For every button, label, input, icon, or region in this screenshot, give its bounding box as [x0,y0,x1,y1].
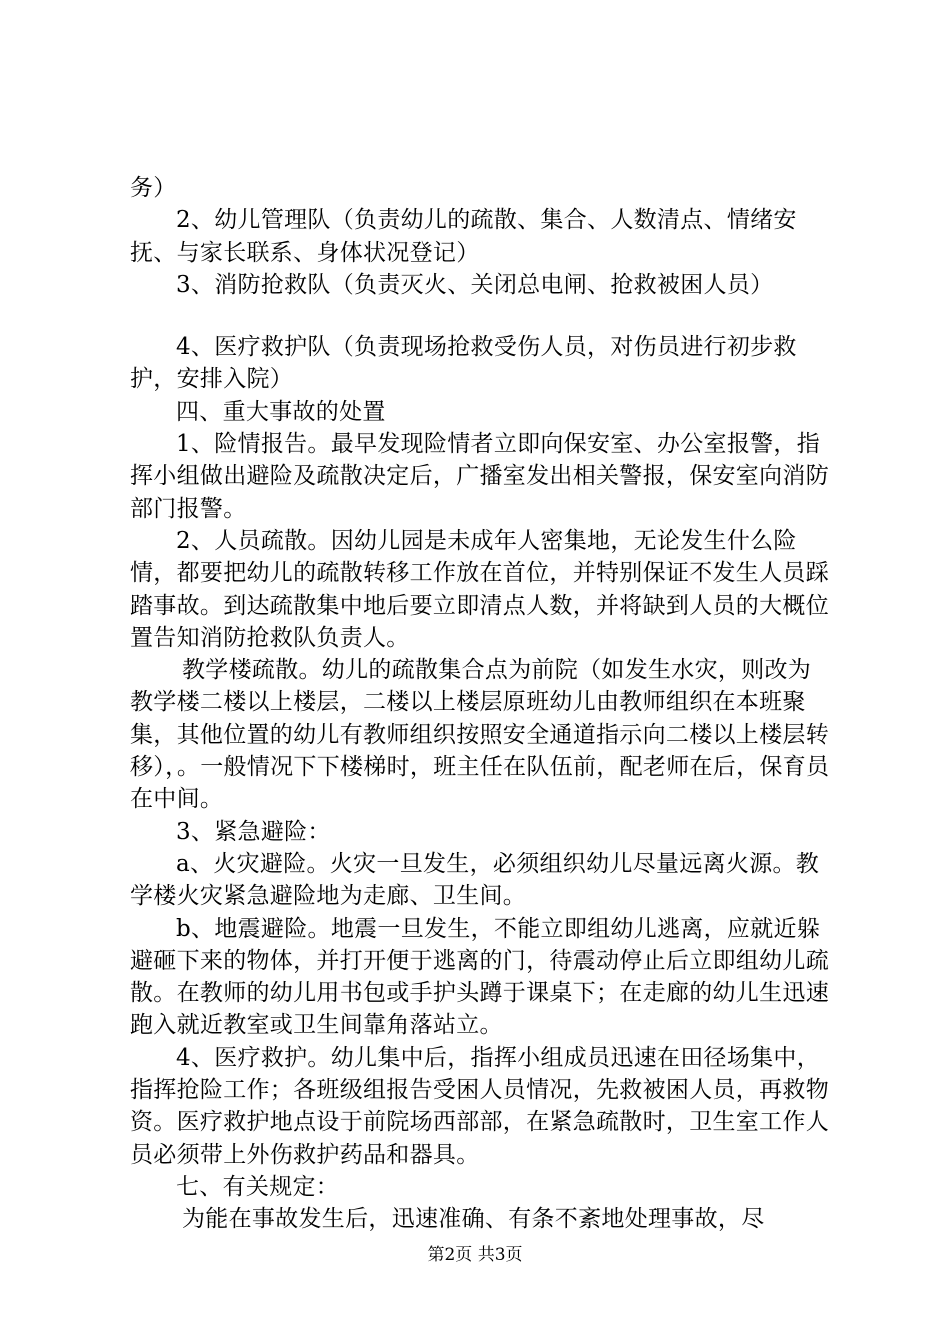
paragraph: 2、人员疏散。因幼儿园是未成年人密集地，无论发生什么险情，都要把幼儿的疏散转移工作放在首位，并特别保证不发生人员踩踏事故。到达疏散集中地后要立即清点人数，并将缺到人员的大概位置告知消防抢救队负责人。 [130,527,829,651]
paragraph: 教学楼疏散。幼儿的疏散集合点为前院（如发生水灾，则改为教学楼二楼以上楼层，二楼以上楼层原班幼儿由教师组织在本班聚集，其他位置的幼儿有教师组织按照安全通道指示向二楼以上楼层转移），。一般情况下下楼梯时，班主任在队伍前，配老师在后，保育员在中间。 [130,657,830,813]
page-footer [0,1244,950,1266]
paragraph: 务） [130,175,177,201]
paragraph: a、火灾避险。火灾一旦发生，必须组织幼儿尽量远离火源。教学楼火灾紧急避险地为走廊、卫生间。 [130,850,820,910]
paragraph: 3、紧急避险： [176,818,331,845]
paragraph: b、地震避险。地震一旦发生，不能立即组幼儿逃离，应就近躲避砸下来的物体，并打开便于逃离的门，待震动停止后立即组幼儿疏散。在教师的幼儿用书包或手护头蹲于课桌下；在走廊的幼儿生迅速跑入就近教室或卫生间靠角落站立。 [130,915,829,1039]
paragraph: 3、消防抢救队（负责灭火、关闭总电闸、抢救被困人员） [176,271,774,298]
document-body [130,172,830,1236]
paragraph: 4、医疗救护队（负责现场抢救受伤人员，对伤员进行初步救护，安排入院） [130,334,797,393]
paragraph: 1、险情报告。最早发现险情者立即向保安室、办公室报警，指挥小组做出避险及疏散决定后，广播室发出相关警报，保安室向消防部门报警。 [130,431,829,522]
paragraph: 为能在事故发生后，迅速准确、有条不紊地处理事故，尽 [182,1206,765,1233]
paragraph: 2、幼儿管理队（负责幼儿的疏散、集合、人数清点、情绪安抚、与家长联系、身体状况登记） [130,207,797,266]
paragraph: 4、医疗救护。幼儿集中后，指挥小组成员迅速在田径场集中，指挥抢险工作；各班级组报告受困人员情况，先救被困人员，再救物资。医疗救护地点设于前院场西部部，在紧急疏散时，卫生室工作人员必须带上外伤救护药品和器具。 [130,1044,829,1168]
paragraph: 七、有关规定： [176,1173,340,1200]
paragraph: 四、重大事故的处置 [176,398,386,425]
page-number-label: 第2页 共3页 [427,1245,523,1265]
